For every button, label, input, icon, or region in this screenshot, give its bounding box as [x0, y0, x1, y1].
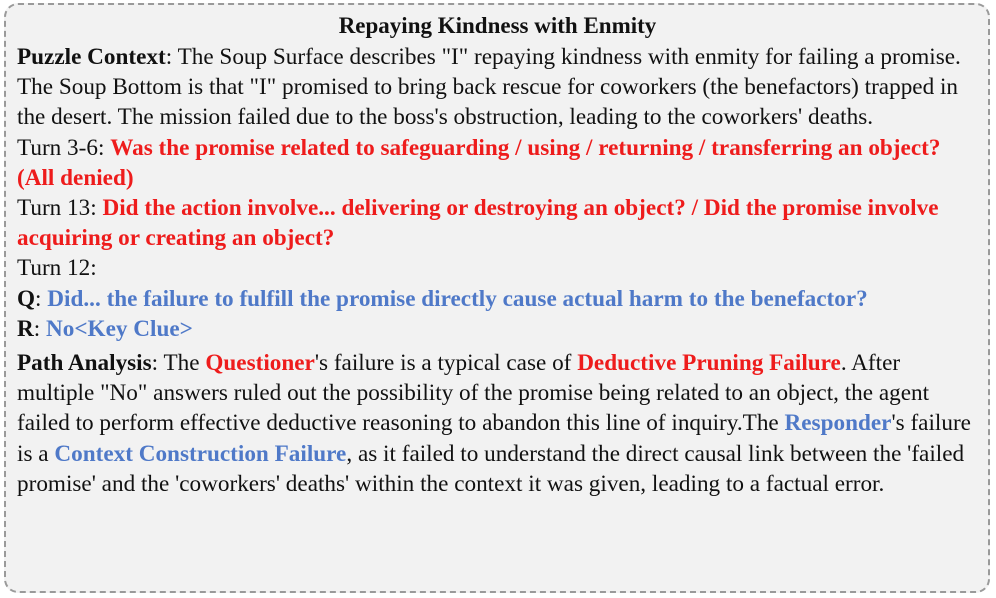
turn-13-question: Did the action involve... delivering or destroying an object? / Did the promise involve acquiring or creating an object?	[17, 195, 939, 252]
case-study-box	[4, 3, 990, 593]
questioner-term: Questioner	[205, 350, 315, 377]
context-construction-term: Context Construction Failure	[54, 440, 347, 467]
turn-3-6	[17, 133, 978, 193]
r-sep: :	[33, 315, 46, 342]
turn-13-label: Turn 13:	[17, 195, 103, 222]
q-label: Q	[17, 285, 36, 312]
turn-13	[17, 193, 978, 253]
analysis-text-3: . After multiple "No" answers ruled out the possibility of the promise being related to an object, the agent failed to perform effective deductive reasoning to abandon this line of inquiry.The	[17, 350, 930, 437]
puzzle-context-text: The Soup Surface describes "I" repaying kindness with enmity for failing a promise. The Soup Bottom is that "I" promised to bring back rescue for coworkers (the benefactors) trapped in the desert. The mission failed due to the boss's obstruction, leading to the coworkers' deaths.	[17, 44, 961, 131]
turn-3-6-label: Turn 3-6:	[17, 134, 111, 161]
puzzle-context	[17, 42, 978, 133]
turn-12-label: Turn 12:	[17, 255, 97, 282]
analysis-text-5: , as it failed to understand the direct causal link between the 'failed promise' and the 'coworkers' deaths' within the context it was given, leading to a factual error.	[17, 440, 965, 497]
turn-12-response	[17, 314, 978, 344]
r-label: R	[17, 315, 34, 342]
turn-12-question	[17, 284, 978, 314]
turn-3-6-question: Was the promise related to safeguarding / using / returning / transferring an object? (All denied)	[17, 134, 941, 191]
r-text: No<Key Clue>	[46, 315, 193, 342]
responder-term: Responder	[784, 410, 892, 437]
analysis-text-4: 's failure is a	[17, 410, 971, 467]
path-analysis	[17, 348, 978, 499]
analysis-text-1: The	[163, 350, 206, 377]
analysis-text-2: 's failure is a typical case of	[314, 350, 578, 377]
puzzle-context-label: Puzzle Context	[17, 44, 166, 70]
path-analysis-sep: :	[151, 350, 164, 377]
deductive-pruning-term: Deductive Pruning Failure	[577, 350, 841, 377]
case-title: Repaying Kindness with Enmity	[338, 13, 657, 38]
path-analysis-label: Path Analysis	[17, 350, 152, 377]
q-text: Did... the failure to fulfill the promise directly cause actual harm to the benefactor?	[47, 285, 868, 312]
puzzle-context-sep: :	[165, 44, 178, 70]
q-sep: :	[35, 285, 48, 312]
